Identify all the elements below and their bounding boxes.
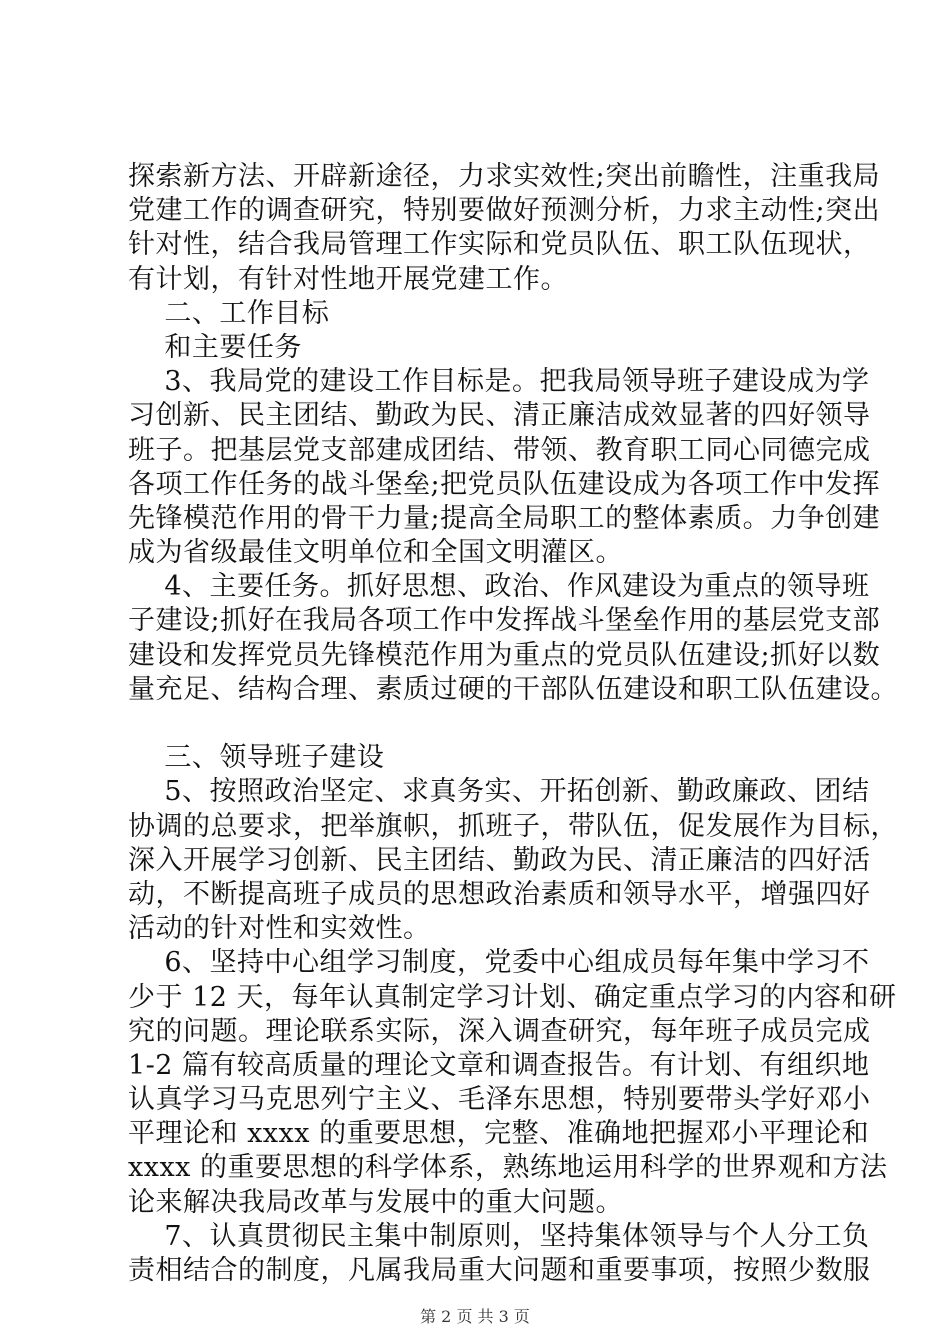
text-line: 子建设;抓好在我局各项工作中发挥战斗堡垒作用的基层党支部 (128, 605, 881, 637)
text-line: 各项工作任务的战斗堡垒;把党员队伍建设成为各项工作中发挥 (128, 468, 881, 500)
text-line: 7、认真贯彻民主集中制原则，坚持集体领导与个人分工负 (128, 1220, 870, 1252)
text-line: 论来解决我局改革与发展中的重大问题。 (128, 1186, 623, 1218)
text-line: 党建工作的调查研究，特别要做好预测分析，力求主动性;突出 (128, 195, 881, 227)
text-line: 深入开展学习创新、民主团结、勤政为民、清正廉洁的四好活 (128, 844, 871, 876)
text-line: 6、坚持中心组学习制度，党委中心组成员每年集中学习不 (128, 947, 870, 979)
text-line: 责相结合的制度，凡属我局重大问题和重要事项，按照少数服 (128, 1255, 871, 1286)
text-line: 三、领导班子建设 (128, 742, 385, 774)
text-line: 针对性，结合我局管理工作实际和党员队伍、职工队伍现状， (128, 229, 871, 261)
text-line: 活动的针对性和实效性。 (128, 913, 431, 945)
text-line: 建设和发挥党员先锋模范作用为重点的党员队伍建设;抓好以数 (128, 639, 881, 671)
text-line: 协调的总要求，把举旗帜，抓班子，带队伍，促发展作为目标， (128, 810, 898, 842)
text-line: 3、我局党的建设工作目标是。把我局领导班子建设成为学 (128, 366, 870, 398)
text-line: 4、主要任务。抓好思想、政治、作风建设为重点的领导班 (128, 571, 870, 603)
text-line: 平理论和 xxxx 的重要思想，完整、准确地把握邓小平理论和 (128, 1118, 870, 1150)
text-line: 习创新、民主团结、勤政为民、清正廉洁成效显著的四好领导 (128, 400, 871, 432)
text-line: 动，不断提高班子成员的思想政治素质和领导水平，增强四好 (128, 878, 871, 910)
text-line: 探索新方法、开辟新途径，力求实效性;突出前瞻性，注重我局 (128, 161, 881, 192)
text-line: 先锋模范作用的骨干力量;提高全局职工的整体素质。力争创建 (128, 502, 881, 534)
text-line: 5、按照政治坚定、求真务实、开拓创新、勤政廉政、团结 (128, 776, 870, 808)
text-line: 认真学习马克思列宁主义、毛泽东思想，特别要带头学好邓小 (128, 1084, 871, 1116)
text-line: 班子。把基层党支部建成团结、带领、教育职工同心同德完成 (128, 434, 871, 466)
text-line: 少于 12 天，每年认真制定学习计划、确定重点学习的内容和研 (128, 981, 897, 1013)
text-line: 成为省级最佳文明单位和全国文明灌区。 (128, 537, 623, 569)
text-line: 有计划，有针对性地开展党建工作。 (128, 263, 568, 295)
text-line: 二、工作目标 (128, 297, 330, 329)
text-line: 和主要任务 (128, 331, 302, 363)
blank-line (128, 707, 828, 741)
document-body (128, 160, 898, 1288)
page-footer: 第 2 页 共 3 页 (420, 1307, 530, 1326)
text-line: xxxx 的重要思想的科学体系，熟练地运用科学的世界观和方法 (128, 1152, 888, 1184)
text-line: 究的问题。理论联系实际，深入调查研究，每年班子成员完成 (128, 1015, 871, 1047)
text-line: 量充足、结构合理、素质过硬的干部队伍建设和职工队伍建设。 (128, 673, 898, 705)
text-line: 1-2 篇有较高质量的理论文章和调查报告。有计划、有组织地 (128, 1049, 870, 1081)
